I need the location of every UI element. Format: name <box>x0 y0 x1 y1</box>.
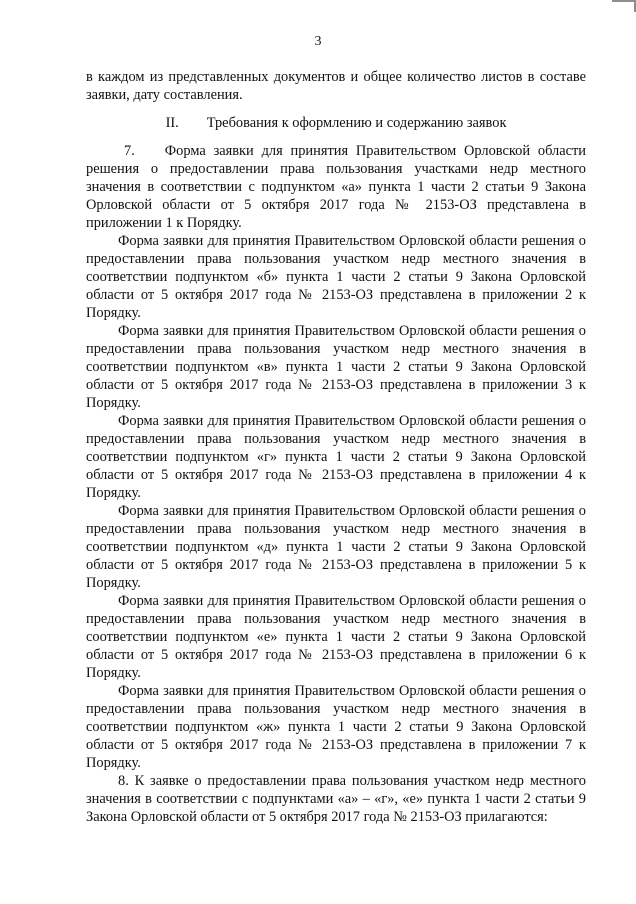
item-7-paragraph <box>86 142 586 232</box>
form-paragraph-2: Форма заявки для принятия Правительством Орловской области решения о предоставлении права пользования участком недр местного значения в соответствии подпунктом «б» пункта 1 части 2 статьи 9 Закона Орловской области от 5 октября 2017 года № 2153-ОЗ представлена в приложении 2 к Порядку. <box>86 233 586 321</box>
form-paragraph-5: Форма заявки для принятия Правительством Орловской области решения о предоставлении права пользования участком недр местного значения в соответствии подпунктом «д» пункта 1 части 2 статьи 9 Закона Орловской области от 5 октября 2017 года № 2153-ОЗ представлена в приложении 5 к Порядку. <box>86 503 586 591</box>
item-7-number: 7. <box>124 143 135 159</box>
page-number: 3 <box>314 34 322 49</box>
section-title: Требования к оформлению и содержанию заявок <box>206 115 507 131</box>
section-number: II. <box>165 115 179 131</box>
item-8-paragraph: 8. К заявке о предоставлении права пользования участком недр местного значения в соответствии с подпунктами «а» – «г», «е» пункта 1 части 2 статьи 9 Закона Орловской области от 5 октября 2017 года № 2153-ОЗ прилагаются: <box>86 773 586 825</box>
form-paragraph-4: Форма заявки для принятия Правительством Орловской области решения о предоставлении права пользования участком недр местного значения в соответствии подпунктом «г» пункта 1 части 2 статьи 9 Закона Орловской области от 5 октября 2017 года № 2153-ОЗ представлена в приложении 4 к Порядку. <box>86 413 586 501</box>
intro-paragraph: в каждом из представленных документов и общее количество листов в составе заявки, дату составления. <box>86 69 586 103</box>
form-paragraph-7: Форма заявки для принятия Правительством Орловской области решения о предоставлении права пользования участком недр местного значения в соответствии подпунктом «ж» пункта 1 части 2 статьи 9 Закона Орловской области от 5 октября 2017 года № 2153-ОЗ представлена в приложении 7 к Порядку. <box>86 683 586 771</box>
document-body <box>86 68 586 826</box>
section-heading <box>86 114 586 132</box>
scan-corner-mark <box>612 0 636 12</box>
form-paragraph-6: Форма заявки для принятия Правительством Орловской области решения о предоставлении права пользования участком недр местного значения в соответствии подпунктом «е» пункта 1 части 2 статьи 9 Закона Орловской области от 5 октября 2017 года № 2153-ОЗ представлена в приложении 6 к Порядку. <box>86 593 586 681</box>
item-7-text: Форма заявки для принятия Правительством Орловской области решения о предоставлении права пользования участками недр местного значения в соответствии с подпунктом «а» пункта 1 части 2 статьи 9 Закона Орловской области от 5 октября 2017 года № 2153-ОЗ представлена в приложении 1 к Порядку. <box>86 143 586 231</box>
form-paragraph-3: Форма заявки для принятия Правительством Орловской области решения о предоставлении права пользования участком недр местного значения в соответствии подпунктом «в» пункта 1 части 2 статьи 9 Закона Орловской области от 5 октября 2017 года № 2153-ОЗ представлена в приложении 3 к Порядку. <box>86 323 586 411</box>
